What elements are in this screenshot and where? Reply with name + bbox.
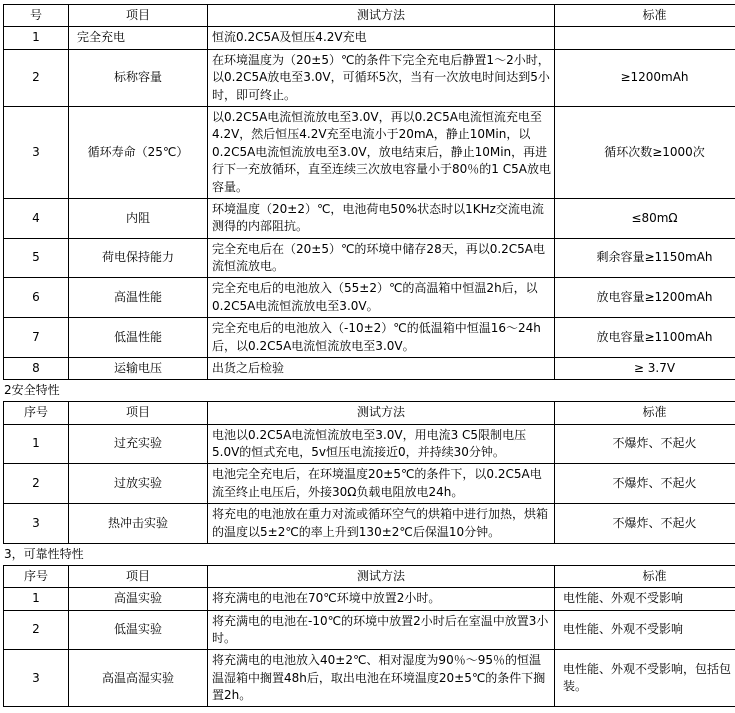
cell-item: 完全充电 <box>69 27 208 49</box>
cell-standard <box>555 27 735 49</box>
cell-no: 8 <box>4 358 69 380</box>
column-header-item: 项目 <box>69 402 208 424</box>
cell-item: 标称容量 <box>69 49 208 106</box>
cell-standard: 放电容量≥1200mAh <box>555 278 735 318</box>
cell-method: 恒流0.2C5A及恒压4.2V充电 <box>208 27 555 49</box>
cell-item: 内阻 <box>69 198 208 238</box>
reliability-spec-table <box>3 565 735 708</box>
column-header-standard: 标准 <box>555 565 735 587</box>
cell-method: 完全充电后的电池放入（-10±2）℃的低温箱中恒温16～24h后，以0.2C5A电流恒流放电至3.0V。 <box>208 318 555 358</box>
table-row <box>4 49 735 106</box>
section-title-safety: 2安全特性 <box>4 383 60 398</box>
cell-standard: 电性能、外观不受影响，包括包装。 <box>555 650 735 707</box>
table-row <box>4 318 735 358</box>
cell-no: 1 <box>4 27 69 49</box>
column-header-standard: 标准 <box>555 402 735 424</box>
column-header-method: 测试方法 <box>208 5 555 27</box>
table-row <box>4 588 735 610</box>
table-row <box>4 278 735 318</box>
table-body <box>4 424 735 543</box>
cell-no: 4 <box>4 198 69 238</box>
table-row <box>4 358 735 380</box>
table-row <box>4 106 735 198</box>
cell-standard: 放电容量≥1100mAh <box>555 318 735 358</box>
cell-no: 7 <box>4 318 69 358</box>
cell-method: 在环境温度为（20±5）℃的条件下完全充电后静置1～2小时，以0.2C5A放电至3.0V，可循环5次，当有一次放电时间达到5小时，即可终止。 <box>208 49 555 106</box>
table-row <box>4 198 735 238</box>
cell-item: 运输电压 <box>69 358 208 380</box>
cell-standard: 电性能、外观不受影响 <box>555 588 735 610</box>
table-row <box>4 238 735 278</box>
cell-no: 3 <box>4 106 69 198</box>
cell-method: 将充满电的电池在-10℃的环境中放置2小时后在室温中放置3小时。 <box>208 610 555 650</box>
column-header-method: 测试方法 <box>208 402 555 424</box>
section-title-reliability: 3，可靠性特性 <box>4 546 84 561</box>
column-header-no: 序号 <box>4 402 69 424</box>
cell-standard: 循环次数≥1000次 <box>555 106 735 198</box>
cell-item: 高温性能 <box>69 278 208 318</box>
cell-method: 出货之后检验 <box>208 358 555 380</box>
cell-method: 将充满电的电池在70℃环境中放置2小时。 <box>208 588 555 610</box>
cell-method: 环境温度（20±2）℃，电池荷电50%状态时以1KHz交流电流测得的内部阻抗。 <box>208 198 555 238</box>
table-row <box>4 424 735 464</box>
table-body <box>4 588 735 707</box>
table-header-row <box>4 402 735 424</box>
table-body <box>4 27 735 380</box>
cell-standard: 电性能、外观不受影响 <box>555 610 735 650</box>
cell-item: 荷电保持能力 <box>69 238 208 278</box>
cell-standard: 不爆炸、不起火 <box>555 504 735 544</box>
cell-no: 2 <box>4 464 69 504</box>
cell-no: 3 <box>4 650 69 707</box>
cell-item: 循环寿命（25℃） <box>69 106 208 198</box>
cell-standard: 剩余容量≥1150mAh <box>555 238 735 278</box>
table-header <box>4 402 735 424</box>
cell-standard: 不爆炸、不起火 <box>555 424 735 464</box>
cell-method: 电池完全充电后，在环境温度20±5℃的条件下，以0.2C5A电流至终止电压后，外接30Ω负载电阻放电24h。 <box>208 464 555 504</box>
cell-method: 将充满电的电池放入40±2℃、相对湿度为90％～95％的恒温温湿箱中搁置48h后，取出电池在环境温度20±5℃的条件下搁置2h。 <box>208 650 555 707</box>
cell-method: 完全充电后在（20±5）℃的环境中储存28天，再以0.2C5A电流恒流放电。 <box>208 238 555 278</box>
column-header-standard: 标准 <box>555 5 735 27</box>
electrical-spec-table <box>3 4 735 380</box>
cell-standard: ≤80mΩ <box>555 198 735 238</box>
column-header-no: 序号 <box>4 565 69 587</box>
cell-item: 低温性能 <box>69 318 208 358</box>
table-row <box>4 504 735 544</box>
table-header-row <box>4 5 735 27</box>
table-row <box>4 610 735 650</box>
cell-item: 高温高湿实验 <box>69 650 208 707</box>
table-row <box>4 27 735 49</box>
table-header <box>4 5 735 27</box>
table-header <box>4 565 735 587</box>
table-row <box>4 650 735 707</box>
cell-item: 热冲击实验 <box>69 504 208 544</box>
column-header-method: 测试方法 <box>208 565 555 587</box>
column-header-item: 项目 <box>69 5 208 27</box>
cell-method: 将充电的电池放在重力对流或循环空气的烘箱中进行加热，烘箱的温度以5±2℃的率上升到130±2℃后保温10分钟。 <box>208 504 555 544</box>
cell-no: 5 <box>4 238 69 278</box>
cell-no: 1 <box>4 588 69 610</box>
column-header-no: 号 <box>4 5 69 27</box>
cell-no: 3 <box>4 504 69 544</box>
safety-spec-table <box>3 401 735 544</box>
table-header-row <box>4 565 735 587</box>
cell-no: 2 <box>4 49 69 106</box>
cell-item: 过充实验 <box>69 424 208 464</box>
cell-item: 过放实验 <box>69 464 208 504</box>
cell-method: 以0.2C5A电流恒流放电至3.0V，再以0.2C5A电流恒流充电至4.2V，然后恒压4.2V充至电流小于20mA，静止10Min，以0.2C5A电流恒流放电至3.0V，放电结束后，静止10Min，再进行下一充放循环，直至连续三次放电容量小于80％的1 C5A放电容量。 <box>208 106 555 198</box>
cell-no: 6 <box>4 278 69 318</box>
cell-standard: ≥1200mAh <box>555 49 735 106</box>
cell-method: 电池以0.2C5A电流恒流放电至3.0V，用电流3 C5限制电压5.0V的恒式充电，5v恒压电流接近0，并持续30分钟。 <box>208 424 555 464</box>
cell-no: 1 <box>4 424 69 464</box>
cell-item: 高温实验 <box>69 588 208 610</box>
cell-method: 完全充电后的电池放入（55±2）℃的高温箱中恒温2h后，以0.2C5A电流恒流放电至3.0V。 <box>208 278 555 318</box>
cell-no: 2 <box>4 610 69 650</box>
cell-standard: ≥ 3.7V <box>555 358 735 380</box>
column-header-item: 项目 <box>69 565 208 587</box>
table-row <box>4 464 735 504</box>
cell-standard: 不爆炸、不起火 <box>555 464 735 504</box>
cell-item: 低温实验 <box>69 610 208 650</box>
